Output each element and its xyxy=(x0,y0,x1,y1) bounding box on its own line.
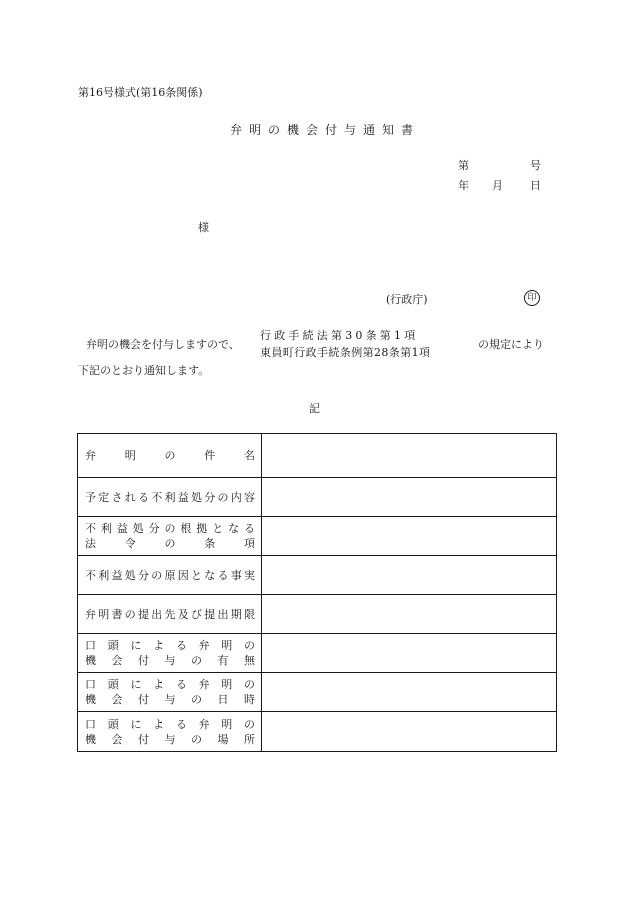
law-reference-1: 行政手続法第30条第1項 xyxy=(260,329,419,342)
date-day: 日 xyxy=(530,179,541,192)
row-value[interactable] xyxy=(262,556,557,595)
row-value[interactable] xyxy=(262,712,557,752)
body-after-law: の規定により xyxy=(478,338,544,351)
row-label: 予定される不利益処分の内容 xyxy=(78,478,262,517)
addressee-suffix: 様 xyxy=(198,221,209,234)
date-line xyxy=(458,177,540,195)
row-label: 口頭による弁明の 機会付与の場所 xyxy=(78,712,262,752)
details-table xyxy=(77,433,557,752)
row-label: 不利益処分の根拠となる 法令の条項 xyxy=(78,517,262,556)
table-row xyxy=(78,434,557,478)
date-month: 月 xyxy=(492,179,503,192)
law-reference-2: 東員町行政手続条例第28条第1項 xyxy=(260,346,431,359)
row-label: 弁明書の提出先及び提出期限 xyxy=(78,595,262,634)
row-value[interactable] xyxy=(262,478,557,517)
row-label: 口頭による弁明の 機会付与の有無 xyxy=(78,634,262,673)
table-row xyxy=(78,673,557,712)
table-row xyxy=(78,595,557,634)
row-label: 不利益処分の原因となる事実 xyxy=(78,556,262,595)
table-row xyxy=(78,478,557,517)
table-row xyxy=(78,634,557,673)
row-value[interactable] xyxy=(262,434,557,478)
row-value[interactable] xyxy=(262,595,557,634)
table-row xyxy=(78,517,557,556)
date-year: 年 xyxy=(458,179,469,192)
issuer-label: (行政庁) xyxy=(386,293,428,306)
form-number: 第16号様式(第16条関係) xyxy=(78,86,203,99)
table-row xyxy=(78,556,557,595)
table-row xyxy=(78,712,557,752)
number-prefix: 第 xyxy=(458,159,469,172)
body-closing: 下記のとおり通知します。 xyxy=(78,364,210,377)
row-label: 弁明の件名 xyxy=(78,434,262,478)
row-value[interactable] xyxy=(262,634,557,673)
row-value[interactable] xyxy=(262,673,557,712)
document-title: 弁明の機会付与通知書 xyxy=(230,123,421,137)
ki-heading: 記 xyxy=(309,402,320,415)
document-number-line xyxy=(458,157,540,175)
number-suffix: 号 xyxy=(530,159,541,172)
seal-mark: 印 xyxy=(524,290,540,306)
row-label: 口頭による弁明の 機会付与の日時 xyxy=(78,673,262,712)
row-value[interactable] xyxy=(262,517,557,556)
body-intro: 弁明の機会を付与しますので、 xyxy=(86,338,240,351)
